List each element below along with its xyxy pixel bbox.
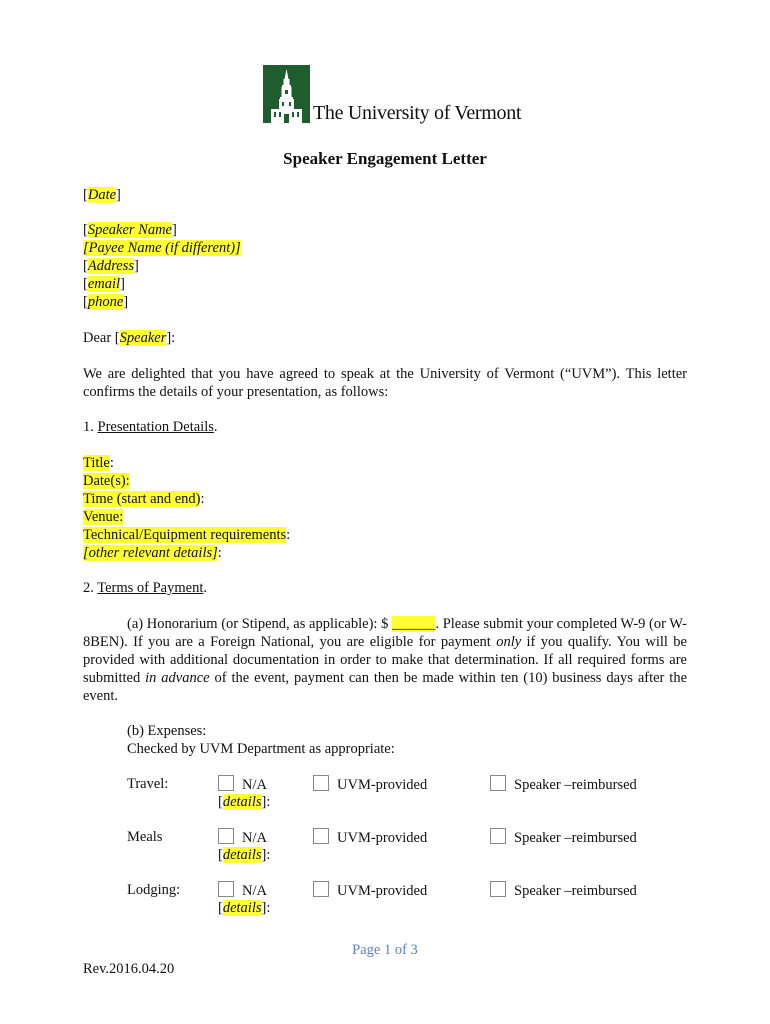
- salutation-suffix: ]:: [166, 330, 176, 346]
- detail-venue-label: Venue:: [83, 509, 124, 525]
- travel-na-label: N/A: [242, 777, 267, 793]
- detail-dates-line: [83, 472, 130, 490]
- meals-speaker-label: Speaker –reimbursed: [514, 830, 637, 846]
- lodging-speaker-label: Speaker –reimbursed: [514, 883, 637, 899]
- travel-details-line: [details]:: [218, 794, 271, 810]
- honorarium-only: only: [496, 634, 522, 650]
- lodging-uvm-checkbox[interactable]: [313, 881, 329, 897]
- address-placeholder: Address: [87, 258, 135, 274]
- detail-venue-line: [83, 508, 123, 526]
- lodging-speaker-option: [490, 881, 637, 900]
- meals-na-label: N/A: [242, 830, 267, 846]
- colon: :: [286, 527, 291, 543]
- page-number: Page 1 of 3: [352, 942, 418, 958]
- travel-na-option: [218, 775, 267, 794]
- section-2-heading: [83, 579, 207, 597]
- honorarium-lead: (a) Honorarium (or Stipend, as applicable): $: [127, 616, 392, 632]
- speaker-placeholder: Speaker: [119, 330, 167, 346]
- salutation-prefix: Dear [: [83, 330, 120, 346]
- university-wordmark: The University of Vermont: [313, 102, 522, 124]
- lodging-na-checkbox[interactable]: [218, 881, 234, 897]
- honorarium-amount-blank[interactable]: ______: [391, 616, 436, 632]
- date-line: [Date]: [83, 187, 121, 203]
- travel-speaker-option: [490, 775, 637, 794]
- meals-speaker-option: [490, 828, 637, 847]
- travel-details-placeholder: details: [222, 794, 262, 810]
- colon: :: [217, 545, 222, 561]
- travel-uvm-label: UVM-provided: [337, 777, 428, 793]
- honorarium-text-2: if you qualify. You will be provided with additional documentation in order to make that determination. If all required forms are submitted: [83, 634, 687, 686]
- lodging-uvm-label: UVM-provided: [337, 883, 428, 899]
- section-1-period: .: [213, 419, 218, 435]
- intro-paragraph: We are delighted that you have agreed to speak at the University of Vermont (“UVM”). This letter confirms the details of your presentation, as follows:: [83, 366, 687, 400]
- section-1-title: Presentation Details: [97, 419, 214, 435]
- meals-na-checkbox[interactable]: [218, 828, 234, 844]
- detail-time-line: [83, 490, 205, 508]
- meals-uvm-option: [313, 828, 427, 847]
- lodging-speaker-checkbox[interactable]: [490, 881, 506, 897]
- meals-details-placeholder: details: [222, 847, 262, 863]
- detail-tech-label: Technical/Equipment requirements: [83, 527, 287, 543]
- uvm-logo: [263, 65, 521, 123]
- section-1-heading: [83, 418, 218, 436]
- detail-time-label: Time (start and end): [83, 491, 201, 507]
- meals-uvm-label: UVM-provided: [337, 830, 428, 846]
- colon: :: [109, 455, 114, 471]
- lodging-na-option: [218, 881, 267, 900]
- travel-uvm-checkbox[interactable]: [313, 775, 329, 791]
- phone-line: [phone]: [83, 294, 129, 310]
- expense-label-lodging: Lodging:: [127, 882, 181, 898]
- section-1-number: 1.: [83, 419, 94, 435]
- detail-tech-line: [83, 526, 290, 544]
- date-placeholder: Date: [87, 187, 117, 203]
- colon: :: [200, 491, 205, 507]
- expenses-heading: (b) Expenses:: [127, 723, 207, 739]
- section-2-number: 2.: [83, 580, 94, 596]
- detail-title-label: Title: [83, 455, 110, 471]
- detail-other-line: [83, 544, 222, 562]
- detail-dates-label: Date(s):: [83, 473, 130, 489]
- expenses-subheading: Checked by UVM Department as appropriate:: [127, 741, 395, 757]
- travel-uvm-option: [313, 775, 427, 794]
- travel-speaker-checkbox[interactable]: [490, 775, 506, 791]
- expense-label-travel: Travel:: [127, 776, 169, 792]
- honorarium-paragraph: [83, 615, 687, 705]
- address-line: [Address]: [83, 258, 139, 274]
- honorarium-in-advance: in advance: [145, 670, 210, 686]
- honorarium-text-1: . Please submit your completed W-9 (or W-8BEN). If you are a Foreign National, you are eligible for payment: [83, 616, 688, 650]
- lodging-details-placeholder: details: [222, 900, 262, 916]
- travel-speaker-label: Speaker –reimbursed: [514, 777, 637, 793]
- honorarium-text-3: of the event, payment can then be made within ten (10) business days after the event.: [83, 670, 688, 704]
- payee-name-line: [83, 239, 241, 257]
- meals-uvm-checkbox[interactable]: [313, 828, 329, 844]
- detail-other-label: [other relevant details]: [83, 545, 218, 561]
- lodging-na-label: N/A: [242, 883, 267, 899]
- phone-placeholder: phone: [87, 294, 124, 310]
- lodging-details-line: [details]:: [218, 900, 271, 916]
- meals-details-line: [details]:: [218, 847, 271, 863]
- section-2-period: .: [203, 580, 207, 596]
- revision-label: Rev.2016.04.20: [83, 961, 175, 977]
- detail-title-line: [83, 454, 114, 472]
- page-title: Speaker Engagement Letter: [283, 149, 487, 168]
- salutation: [83, 329, 175, 347]
- meals-na-option: [218, 828, 267, 847]
- lodging-uvm-option: [313, 881, 427, 900]
- meals-speaker-checkbox[interactable]: [490, 828, 506, 844]
- email-line: [email]: [83, 276, 125, 292]
- speaker-name-line: [Speaker Name]: [83, 222, 177, 238]
- expense-label-meals: Meals: [127, 829, 163, 845]
- email-placeholder: email: [87, 276, 121, 292]
- payee-name-placeholder: [Payee Name (if different)]: [83, 240, 241, 256]
- tower-emblem-icon: [263, 65, 310, 123]
- travel-na-checkbox[interactable]: [218, 775, 234, 791]
- section-2-title: Terms of Payment: [97, 580, 204, 596]
- speaker-name-placeholder: Speaker Name: [87, 222, 172, 238]
